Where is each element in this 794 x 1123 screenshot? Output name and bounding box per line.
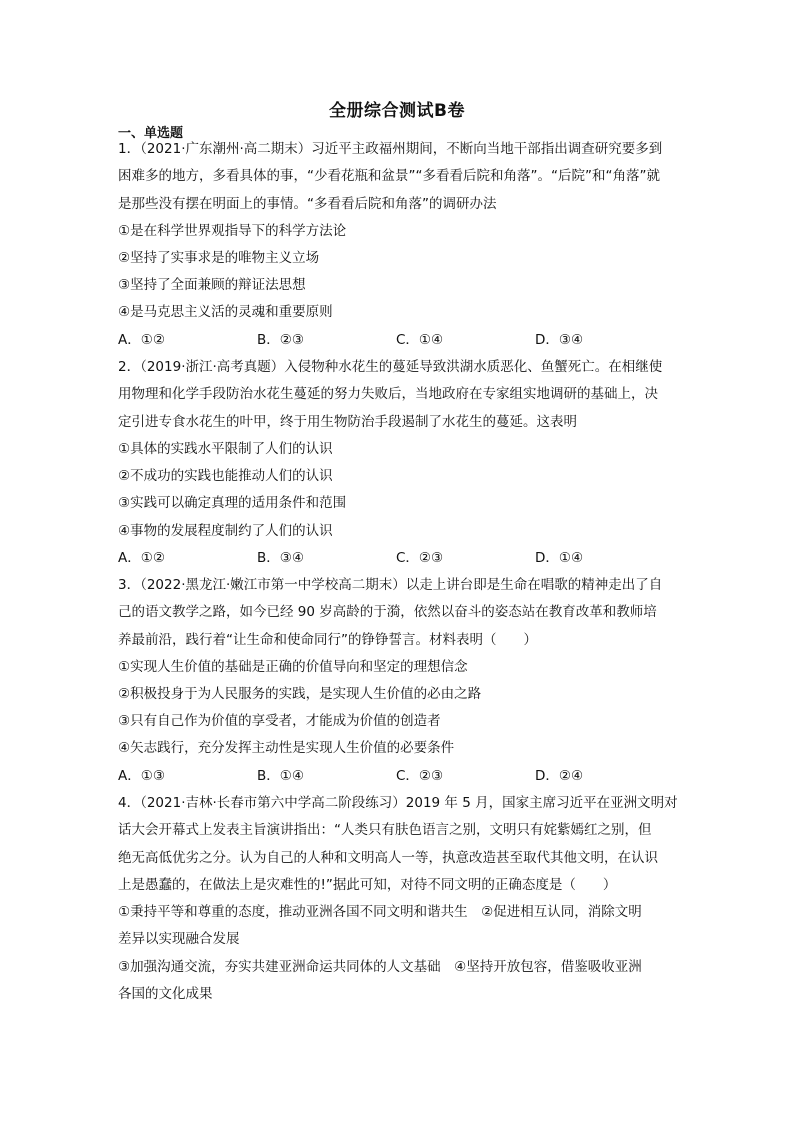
question-2-statement: ④事物的发展程度制约了人们的认识 [118,523,333,539]
question-1-statement: ①是在科学世界观指导下的科学方法论 [118,223,347,239]
question-4-stem-line: 上是愚蠢的，在做法上是灾难性的!”据此可知，对待不同文明的正确态度是（ ） [118,877,617,893]
question-4-statement: 各国的文化成果 [118,986,213,1002]
question-4-statement: ①秉持平等和尊重的态度，推动亚洲各国不同文明和谐共生 ②促进相互认同，消除文明 [118,904,642,920]
question-2-stem-line: 2．（2019·浙江·高考真题）入侵物种水花生的蔓延导致洪湖水质恶化、鱼蟹死亡。在相继使 [118,359,663,375]
question-2-statement: ②不成功的实践也能推动人们的认识 [118,468,333,484]
question-2-option-c: C．②③ [396,550,444,566]
question-2-option-b: B．③④ [257,550,304,566]
question-1-stem-line: 困难多的地方，多看具体的事，“少看花瓶和盆景”“多看看后院和角落”。“后院”和“角落”就 [118,168,660,184]
question-1-stem-line: 1．（2021·广东潮州·高二期末）习近平主政福州期间，不断向当地干部指出调查研究要多到 [118,141,663,157]
question-2-statement: ①具体的实践水平限制了人们的认识 [118,441,333,457]
question-3-option-c: C．②③ [396,768,444,784]
question-4-stem-line: 绝无高低优劣之分。认为自己的人种和文明高人一等，执意改造甚至取代其他文明，在认识 [118,850,658,866]
question-3-statement: ②积极投身于为人民服务的实践，是实现人生价值的必由之路 [118,686,482,702]
question-1-stem-line: 是那些没有摆在明面上的事情。“多看看后院和角落”的调研办法 [118,196,497,212]
question-3-stem-line: 己的语文教学之路，如今已经 90 岁高龄的于漪，依然以奋斗的姿态站在教育改革和教师培 [118,604,657,620]
question-2-stem-line: 用物理和化学手段防治水花生蔓延的努力失败后，当地政府在专家组实地调研的基础上，决 [118,386,658,402]
question-3-option-a: A．①③ [118,768,165,784]
question-3-statement: ①实现人生价值的基础是正确的价值导向和坚定的理想信念 [118,659,468,675]
question-2-option-a: A．①② [118,550,165,566]
question-1-statement: ④是马克思主义活的灵魂和重要原则 [118,304,333,320]
question-1-option-b: B．②③ [257,332,304,348]
question-4-statement: ③加强沟通交流，夯实共建亚洲命运共同体的人文基础 ④坚持开放包容，借鉴吸收亚洲 [118,959,642,975]
question-3-option-b: B．①④ [257,768,304,784]
question-1-statement: ③坚持了全面兼顾的辩证法思想 [118,277,306,293]
question-2-statement: ③实践可以确定真理的适用条件和范围 [118,495,347,511]
question-1-option-a: A．①② [118,332,165,348]
question-1-option-c: C．①④ [396,332,444,348]
question-3-stem-line: 3．（2022·黑龙江·嫩江市第一中学校高二期末）以走上讲台即是生命在唱歌的精神走出了自 [118,577,663,593]
question-2-stem-line: 定引进专食水花生的叶甲，终于用生物防治手段遏制了水花生的蔓延。这表明 [118,414,577,430]
question-1-option-d: D．③④ [535,332,584,348]
section-heading: 一、单选题 [118,126,184,141]
question-3-statement: ④矢志践行，充分发挥主动性是实现人生价值的必要条件 [118,740,455,756]
question-2-option-d: D．①④ [535,550,584,566]
question-4-stem-line: 4．（2021·吉林·长春市第六中学高二阶段练习）2019 年 5 月，国家主席习近平在亚洲文明对 [118,795,678,811]
document-title: 全册综合测试B卷 [329,101,465,121]
question-4-stem-line: 话大会开幕式上发表主旨演讲指出：“人类只有肤色语言之别，文明只有姹紫嫣红之别，但 [118,822,652,838]
question-3-stem-line: 养最前沿，践行着“让生命和使命同行”的铮铮誓言。材料表明（ ） [118,632,537,648]
question-1-statement: ②坚持了实事求是的唯物主义立场 [118,250,320,266]
question-4-statement: 差异以实现融合发展 [118,931,240,947]
question-3-statement: ③只有自己作为价值的享受者，才能成为价值的创造者 [118,713,441,729]
question-3-option-d: D．②④ [535,768,584,784]
